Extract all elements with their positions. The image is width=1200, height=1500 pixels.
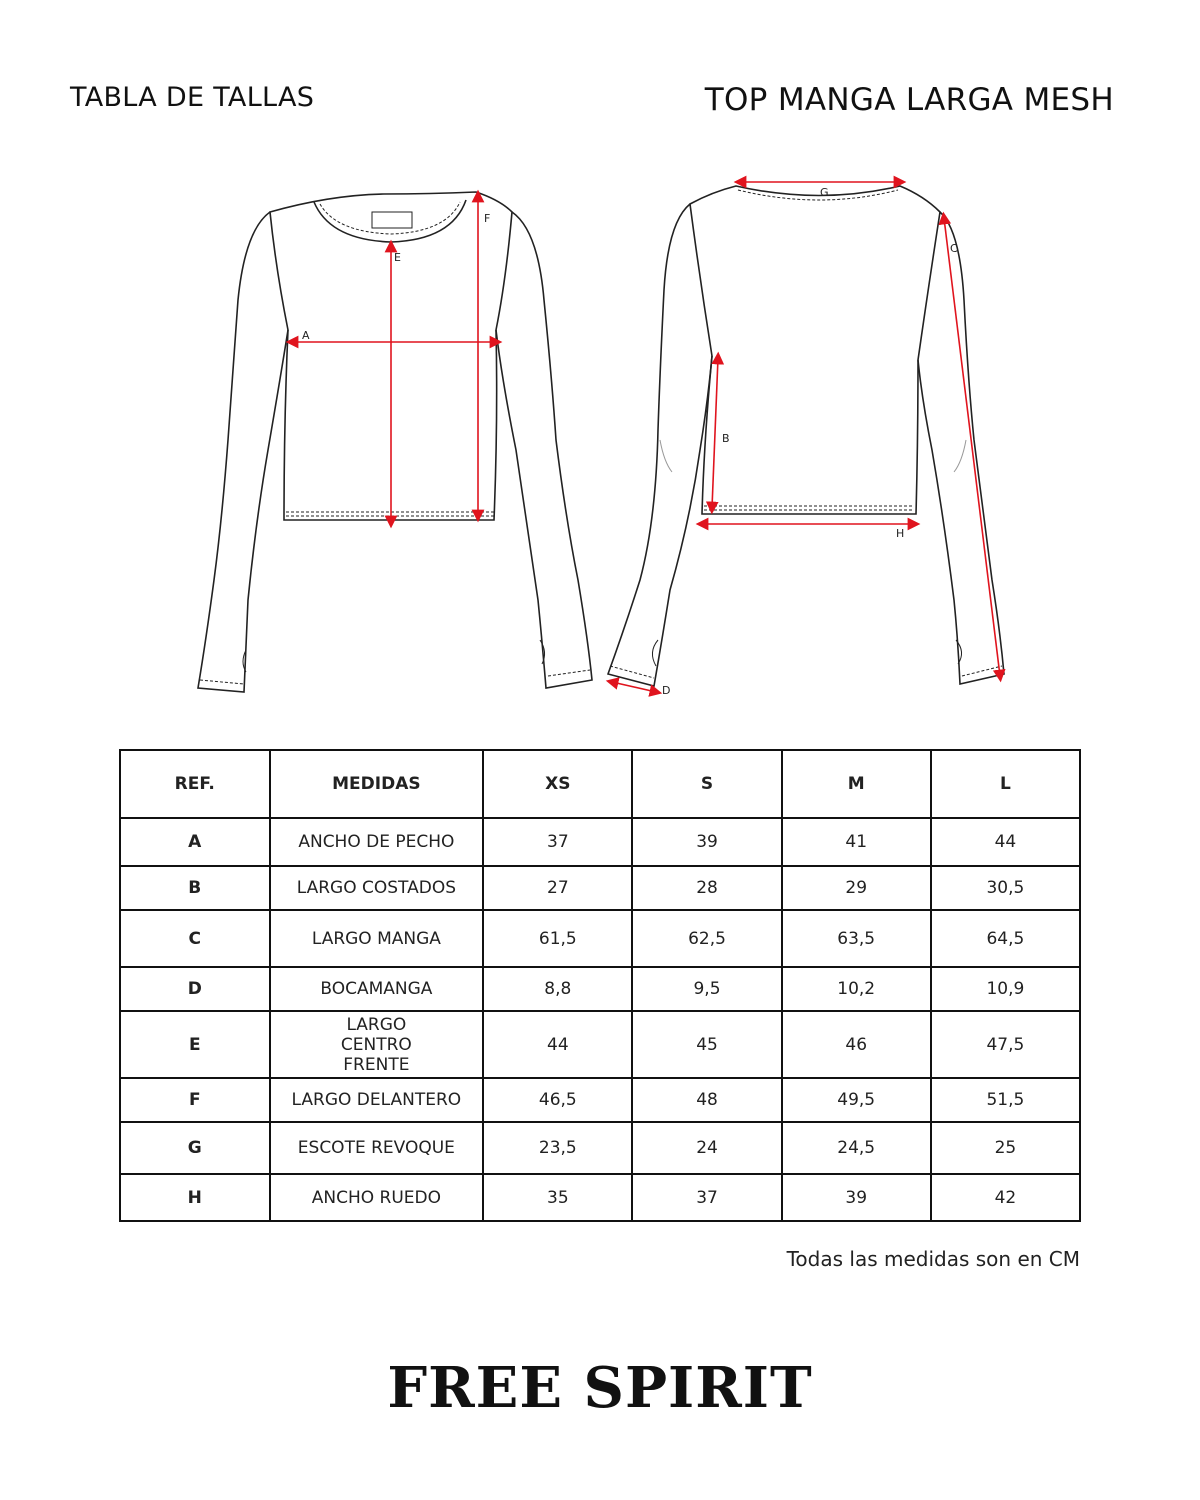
cell-s: 62,5 <box>632 910 781 967</box>
cell-medida: LARGO DELANTERO <box>270 1078 484 1122</box>
col-s: S <box>632 750 781 818</box>
arrow-b <box>712 358 718 508</box>
cell-medida: LARGO COSTADOS <box>270 866 484 910</box>
back-body-outline <box>690 186 940 514</box>
cell-xs: 61,5 <box>483 910 632 967</box>
table-row <box>120 910 1080 967</box>
cell-m: 10,2 <box>782 967 931 1011</box>
cell-medida: BOCAMANGA <box>270 967 484 1011</box>
cell-xs: 37 <box>483 818 632 866</box>
cell-ref: D <box>120 967 270 1011</box>
cell-s: 9,5 <box>632 967 781 1011</box>
table-row <box>120 1078 1080 1122</box>
label-e: E <box>394 251 401 264</box>
cell-m: 24,5 <box>782 1122 931 1174</box>
garment-diagram <box>0 150 1200 710</box>
back-measurements <box>612 182 1000 692</box>
brand-logo: FREE SPIRIT <box>387 1355 813 1421</box>
cell-ref: E <box>120 1011 270 1078</box>
back-right-sleeve <box>918 212 1004 684</box>
front-neckline <box>314 200 466 242</box>
front-measurements <box>292 196 496 522</box>
table-row <box>120 818 1080 866</box>
product-title: TOP MANGA LARGA MESH <box>704 82 1114 118</box>
cell-l: 44 <box>931 818 1080 866</box>
cell-ref: B <box>120 866 270 910</box>
front-right-sleeve <box>496 212 592 688</box>
front-view <box>198 192 592 692</box>
table-row <box>120 866 1080 910</box>
cell-m: 39 <box>782 1174 931 1221</box>
cell-xs: 27 <box>483 866 632 910</box>
cell-m: 41 <box>782 818 931 866</box>
cell-s: 37 <box>632 1174 781 1221</box>
table-row <box>120 1122 1080 1174</box>
cell-s: 24 <box>632 1122 781 1174</box>
cell-xs: 35 <box>483 1174 632 1221</box>
cell-ref: H <box>120 1174 270 1221</box>
col-l: L <box>931 750 1080 818</box>
cell-medida: ESCOTE REVOQUE <box>270 1122 484 1174</box>
cell-xs: 8,8 <box>483 967 632 1011</box>
label-g: G <box>820 186 829 199</box>
cell-l: 51,5 <box>931 1078 1080 1122</box>
cell-medida: LARGO MANGA <box>270 910 484 967</box>
cell-s: 48 <box>632 1078 781 1122</box>
col-m: M <box>782 750 931 818</box>
cell-l: 64,5 <box>931 910 1080 967</box>
size-table <box>119 749 1081 1222</box>
cell-l: 47,5 <box>931 1011 1080 1078</box>
cell-m: 63,5 <box>782 910 931 967</box>
cell-medida: ANCHO RUEDO <box>270 1174 484 1221</box>
back-left-sleeve <box>608 204 712 686</box>
cell-ref: A <box>120 818 270 866</box>
cell-l: 10,9 <box>931 967 1080 1011</box>
front-left-sleeve <box>198 212 288 692</box>
cell-ref: G <box>120 1122 270 1174</box>
cell-m: 29 <box>782 866 931 910</box>
cell-s: 28 <box>632 866 781 910</box>
label-b: B <box>722 432 730 445</box>
arrow-d <box>612 682 656 692</box>
col-medidas: MEDIDAS <box>270 750 484 818</box>
col-ref: REF. <box>120 750 270 818</box>
table-row <box>120 1174 1080 1221</box>
cell-xs: 46,5 <box>483 1078 632 1122</box>
cell-l: 25 <box>931 1122 1080 1174</box>
table-header-row <box>120 750 1080 818</box>
cell-m: 46 <box>782 1011 931 1078</box>
cell-s: 39 <box>632 818 781 866</box>
label-d: D <box>662 684 671 697</box>
cell-medida: ANCHO DE PECHO <box>270 818 484 866</box>
cell-l: 42 <box>931 1174 1080 1221</box>
label-f: F <box>484 212 491 225</box>
cell-s: 45 <box>632 1011 781 1078</box>
label-a: A <box>302 329 310 342</box>
cell-xs: 23,5 <box>483 1122 632 1174</box>
cell-medida: LARGO CENTRO FRENTE <box>270 1011 484 1078</box>
arrow-c <box>944 218 1000 676</box>
label-c: C <box>950 242 958 255</box>
units-note: Todas las medidas son en CM <box>786 1247 1080 1271</box>
cell-ref: C <box>120 910 270 967</box>
table-row <box>120 967 1080 1011</box>
label-h: H <box>896 527 905 540</box>
cell-xs: 44 <box>483 1011 632 1078</box>
cell-m: 49,5 <box>782 1078 931 1122</box>
back-view <box>608 186 1004 686</box>
cell-ref: F <box>120 1078 270 1122</box>
table-row <box>120 1011 1080 1078</box>
size-chart-title: TABLA DE TALLAS <box>70 82 315 113</box>
col-xs: XS <box>483 750 632 818</box>
cell-l: 30,5 <box>931 866 1080 910</box>
